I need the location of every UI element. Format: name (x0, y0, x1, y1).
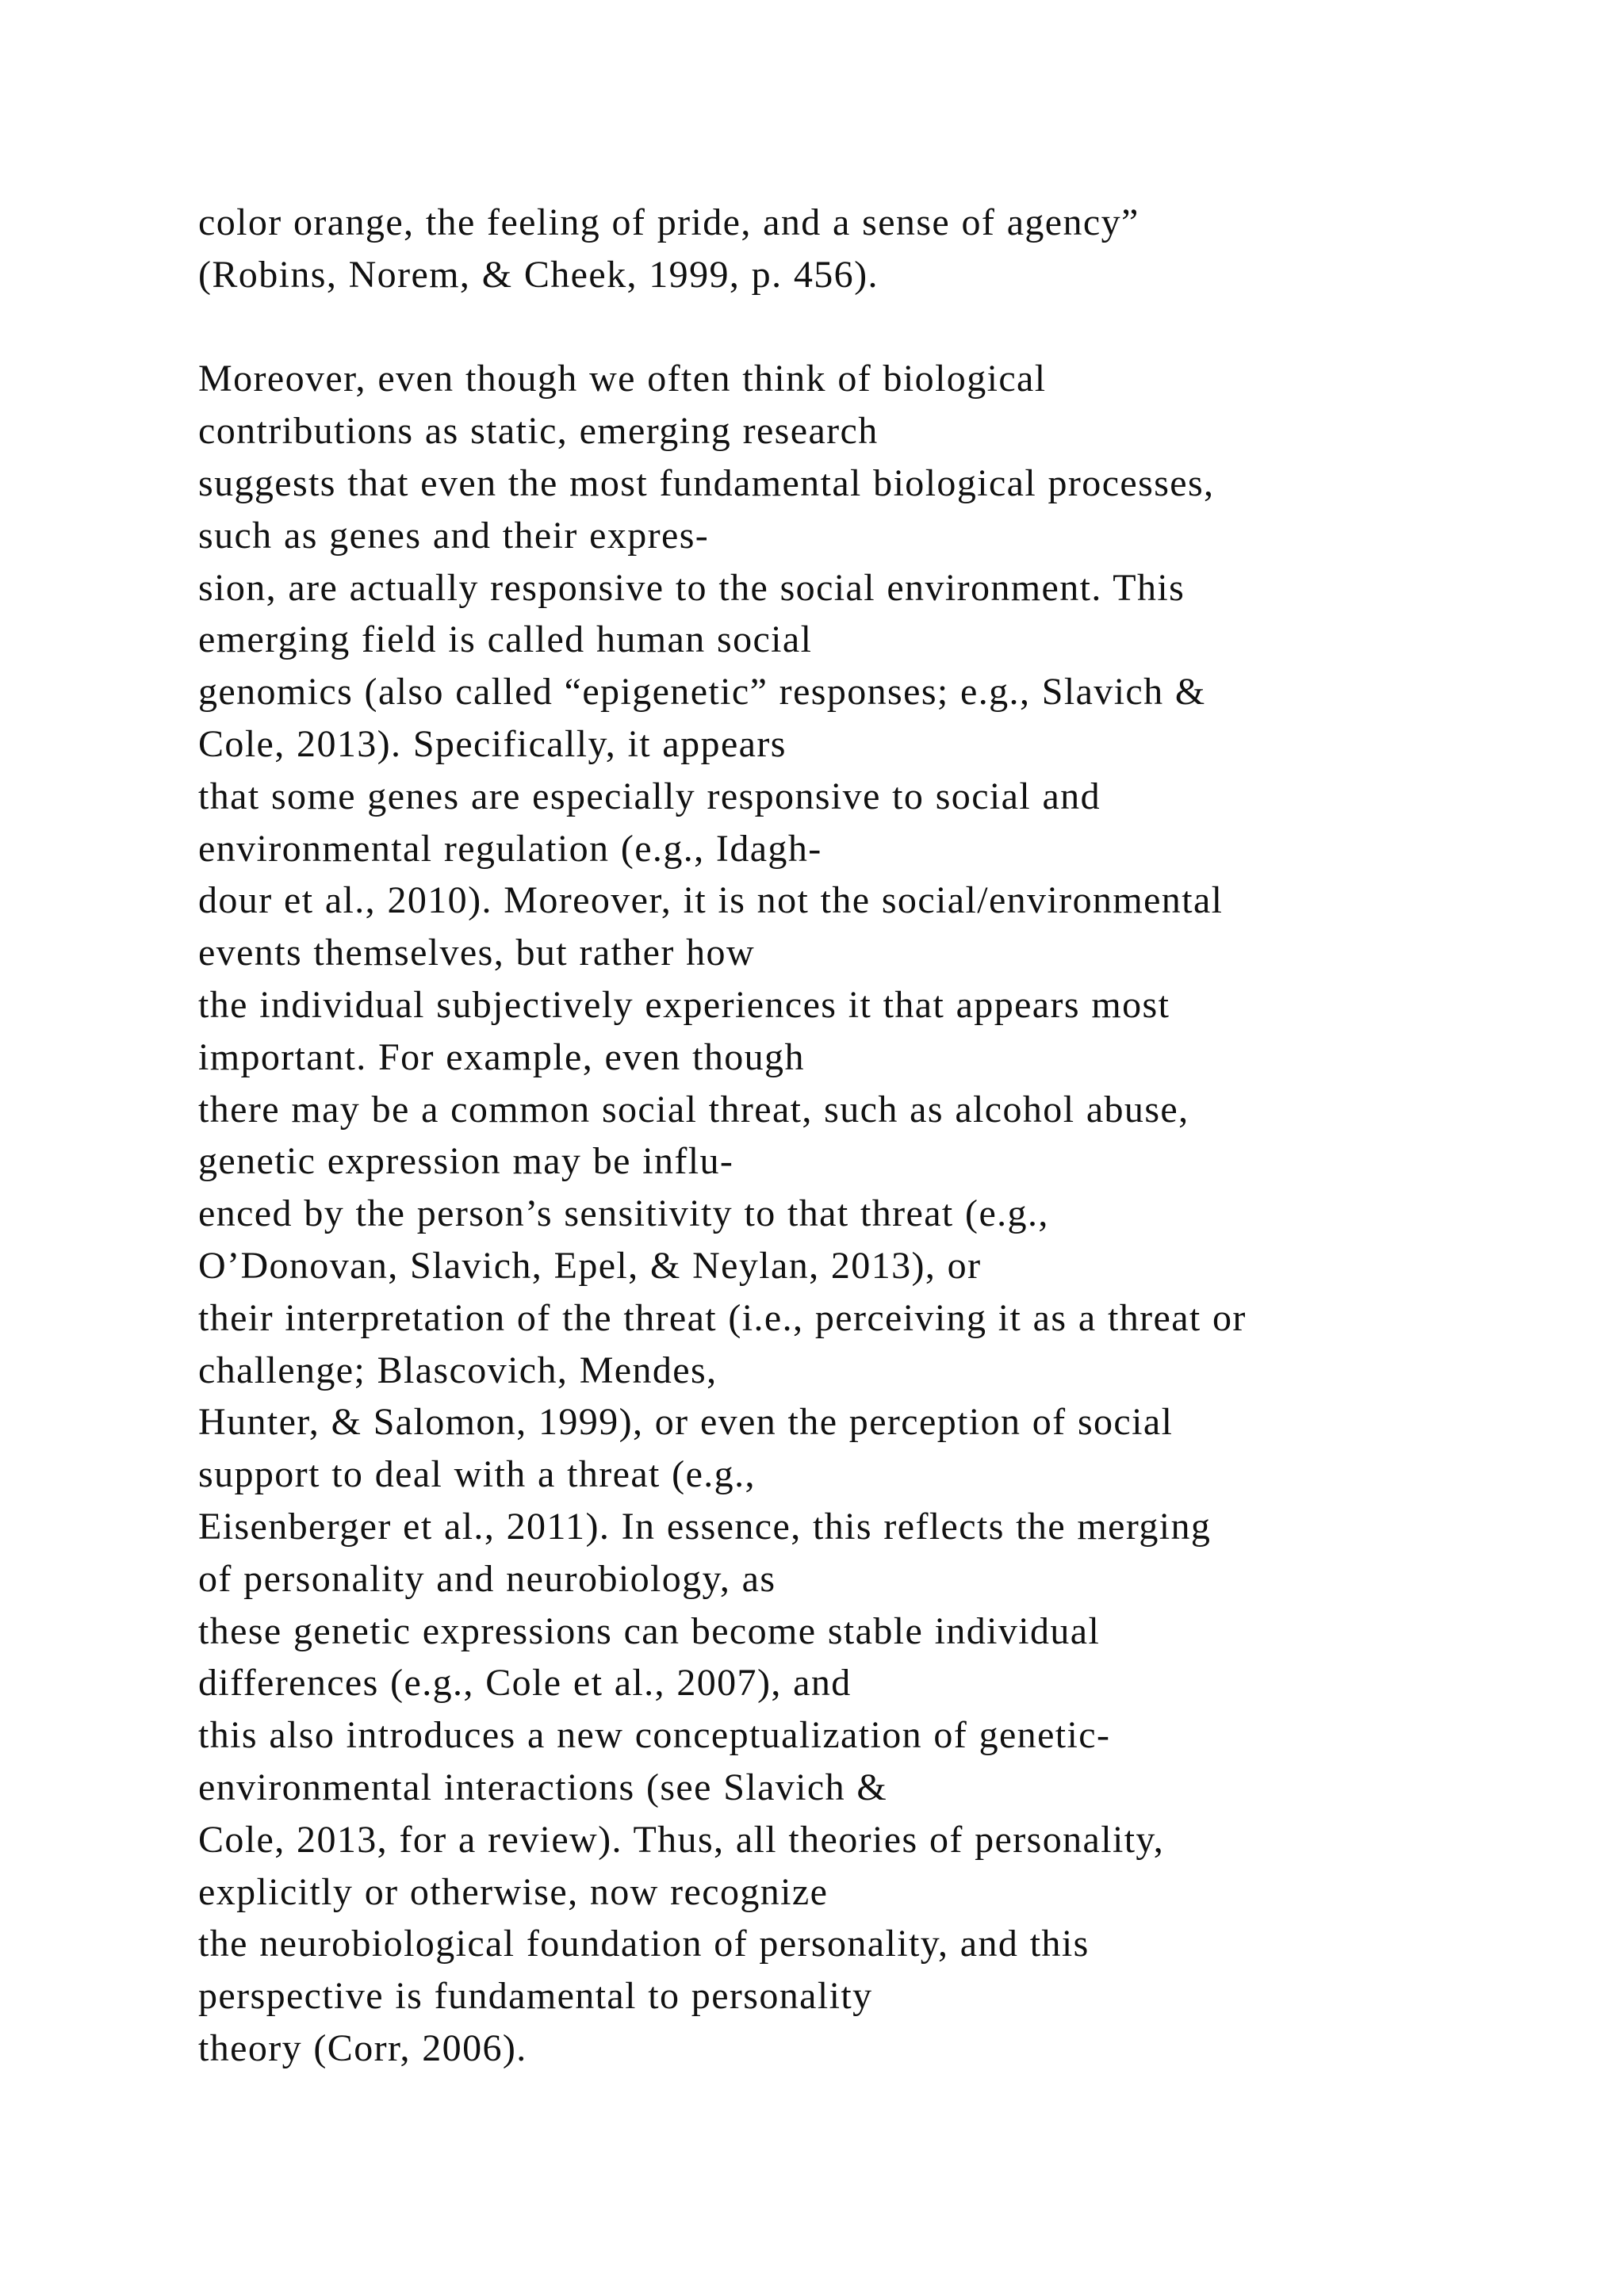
text-line: Moreover, even though we often think of biological (198, 358, 1047, 400)
text-line: color orange, the feeling of pride, and a sense of agency” (198, 201, 1139, 243)
text-line: support to deal with a threat (e.g., (198, 1453, 756, 1496)
text-line: emerging field is called human social (198, 618, 813, 661)
text-line: dour et al., 2010). Moreover, it is not the social/environmental (198, 879, 1224, 922)
text-line: O’Donovan, Slavich, Epel, & Neylan, 2013), or (198, 1244, 982, 1287)
text-line: the neurobiological foundation of personality, and this (198, 1923, 1090, 1965)
text-line: the individual subjectively experiences it that appears most (198, 983, 1170, 1026)
text-line: of personality and neurobiology, as (198, 1557, 776, 1600)
text-line: sion, are actually responsive to the social environment. This (198, 566, 1185, 609)
text-line: (Robins, Norem, & Cheek, 1999, p. 456). (198, 253, 879, 296)
text-line: explicitly or otherwise, now recognize (198, 1870, 829, 1913)
text-line: Hunter, & Salomon, 1999), or even the perception of social (198, 1401, 1174, 1444)
text-line: important. For example, even though (198, 1035, 805, 1078)
text-line: environmental interactions (see Slavich & (198, 1766, 888, 1808)
text-line: Eisenberger et al., 2011). In essence, this reflects the merging (198, 1505, 1212, 1548)
text-line: there may be a common social threat, such as alcohol abuse, (198, 1088, 1189, 1131)
text-line: perspective is fundamental to personality (198, 1975, 873, 2018)
text-line: this also introduces a new conceptualization of genetic- (198, 1714, 1111, 1757)
text-line: challenge; Blascovich, Mendes, (198, 1349, 718, 1391)
paragraph-1 (198, 197, 1594, 301)
text-line: these genetic expressions can become stable individual (198, 1609, 1101, 1652)
text-line: genomics (also called “epigenetic” responses; e.g., Slavich & (198, 671, 1206, 714)
text-line: such as genes and their expres- (198, 514, 710, 557)
text-line: contributions as static, emerging research (198, 410, 879, 453)
body-text (198, 197, 1594, 2075)
text-line: differences (e.g., Cole et al., 2007), and (198, 1662, 852, 1705)
text-line: enced by the person’s sensitivity to that threat (e.g., (198, 1192, 1049, 1235)
text-line: theory (Corr, 2006). (198, 2026, 527, 2069)
text-line: environmental regulation (e.g., Idagh- (198, 827, 822, 870)
text-line: Cole, 2013). Specifically, it appears (198, 722, 787, 765)
text-line: Cole, 2013, for a review). Thus, all theories of personality, (198, 1818, 1165, 1861)
paragraph-gap (198, 301, 1594, 354)
text-line: that some genes are especially responsive to social and (198, 775, 1101, 817)
text-line: suggests that even the most fundamental biological processes, (198, 461, 1215, 504)
text-line: their interpretation of the threat (i.e., perceiving it as a threat or (198, 1296, 1247, 1339)
text-line: genetic expression may be influ- (198, 1140, 734, 1183)
paragraph-2 (198, 353, 1594, 2074)
text-line: events themselves, but rather how (198, 932, 756, 974)
